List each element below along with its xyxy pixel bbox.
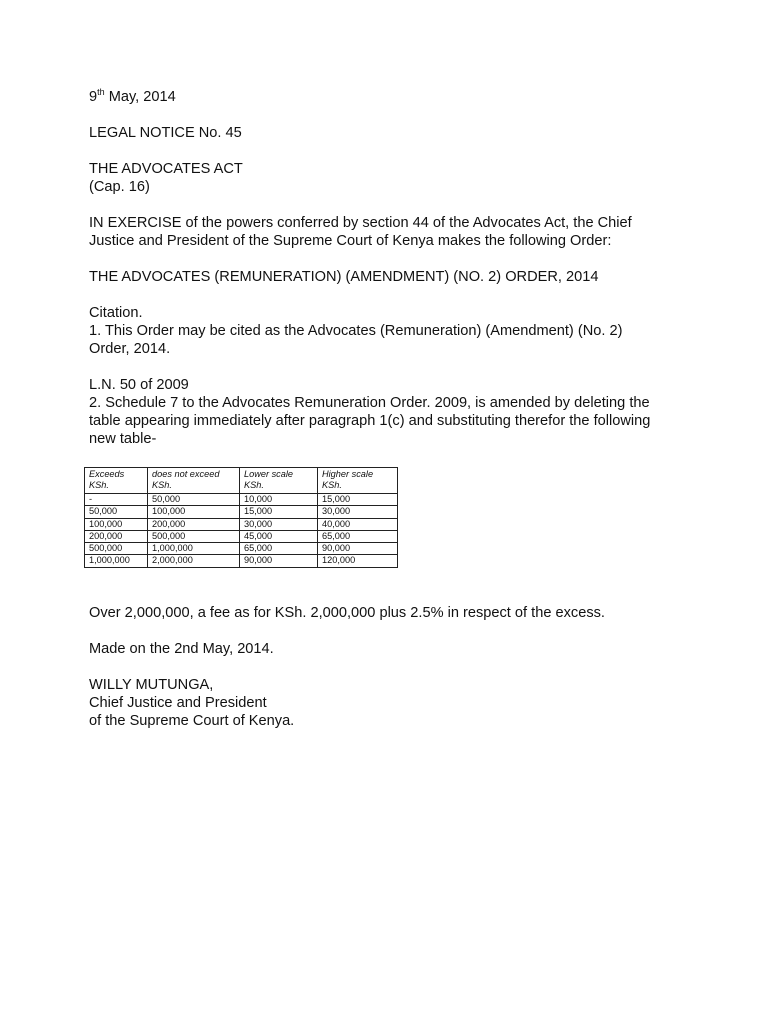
act-cap: (Cap. 16) (89, 179, 150, 195)
table-cell: 100,000 (148, 506, 240, 518)
signatory-title-line-2: of the Supreme Court of Kenya. (89, 713, 295, 729)
preamble-line-1: IN EXERCISE of the powers conferred by section 44 of the Advocates Act, the Chief (89, 215, 632, 231)
fee-scale-table (84, 467, 398, 568)
para2-line-2: table appearing immediately after paragraph 1(c) and substituting therefor the following (89, 413, 651, 429)
excess-note: Over 2,000,000, a fee as for KSh. 2,000,000 plus 2.5% in respect of the excess. (89, 605, 605, 621)
date-day: 9 (89, 89, 98, 105)
signatory-name: WILLY MUTUNGA, (89, 677, 214, 693)
table-cell: 90,000 (318, 543, 398, 555)
para2-line-1: 2. Schedule 7 to the Advocates Remuneration Order. 2009, is amended by deleting the (89, 395, 650, 411)
table-cell: 30,000 (240, 518, 318, 530)
table-cell: - (85, 494, 148, 506)
made-on-date: Made on the 2nd May, 2014. (89, 641, 274, 657)
table-cell: 2,000,000 (148, 555, 240, 567)
table-row (85, 555, 398, 567)
table-cell: 50,000 (85, 506, 148, 518)
table-row (85, 543, 398, 555)
act-title: THE ADVOCATES ACT (89, 161, 243, 177)
table-row (85, 518, 398, 530)
table-cell: 90,000 (240, 555, 318, 567)
table-cell: 15,000 (318, 494, 398, 506)
para2-line-3: new table- (89, 431, 157, 447)
table-cell: 65,000 (318, 530, 398, 542)
preamble-line-2: Justice and President of the Supreme Court of Kenya makes the following Order: (89, 233, 612, 249)
table-cell: 1,000,000 (85, 555, 148, 567)
citation-line-2: Order, 2014. (89, 341, 171, 357)
table-cell: 30,000 (318, 506, 398, 518)
table-cell: 200,000 (85, 530, 148, 542)
date-suffix: th (97, 87, 105, 98)
header-lower-scale: Lower scale KSh. (240, 468, 318, 494)
table-cell: 100,000 (85, 518, 148, 530)
closing-section (89, 604, 709, 730)
table-row (85, 494, 398, 506)
notice-date (89, 88, 689, 106)
header-higher-scale: Higher scale KSh. (318, 468, 398, 494)
table-cell: 500,000 (85, 543, 148, 555)
legal-notice-document (89, 88, 689, 448)
table-cell: 500,000 (148, 530, 240, 542)
citation-heading: Citation. (89, 305, 143, 321)
table-row (85, 506, 398, 518)
signatory-title-line-1: Chief Justice and President (89, 695, 267, 711)
table-cell: 65,000 (240, 543, 318, 555)
table-cell: 50,000 (148, 494, 240, 506)
notice-number: LEGAL NOTICE No. 45 (89, 125, 242, 141)
table-cell: 120,000 (318, 555, 398, 567)
table-cell: 200,000 (148, 518, 240, 530)
header-exceeds: Exceeds KSh. (85, 468, 148, 494)
order-title: THE ADVOCATES (REMUNERATION) (AMENDMENT) (NO. 2) ORDER, 2014 (89, 269, 599, 285)
table-cell: 10,000 (240, 494, 318, 506)
ln-reference: L.N. 50 of 2009 (89, 377, 189, 393)
header-does-not-exceed: does not exceed KSh. (148, 468, 240, 494)
table-cell: 1,000,000 (148, 543, 240, 555)
table-header-row (85, 468, 398, 494)
table-row (85, 530, 398, 542)
table-cell: 45,000 (240, 530, 318, 542)
table-cell: 40,000 (318, 518, 398, 530)
table-cell: 15,000 (240, 506, 318, 518)
citation-line-1: 1. This Order may be cited as the Advocates (Remuneration) (Amendment) (No. 2) (89, 323, 623, 339)
date-rest: May, 2014 (104, 89, 176, 105)
